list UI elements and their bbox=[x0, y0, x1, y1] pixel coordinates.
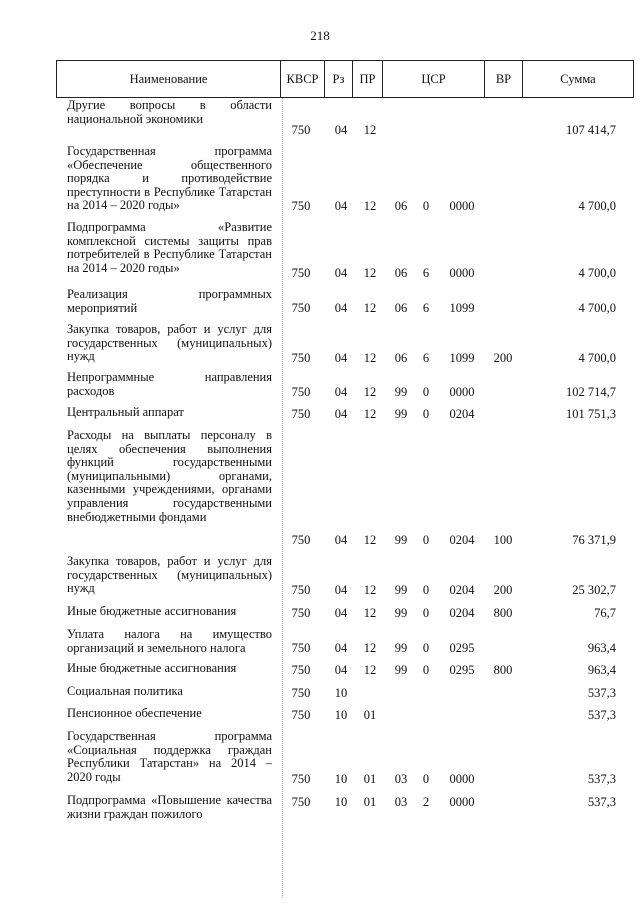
row-kvsr: 750 bbox=[291, 663, 311, 677]
table-row bbox=[0, 655, 640, 677]
row-csr-direction: 0295 bbox=[449, 663, 475, 677]
header-sum: Сумма bbox=[560, 72, 596, 86]
row-pr: 12 bbox=[363, 663, 377, 677]
table-row bbox=[0, 597, 640, 620]
table-row bbox=[0, 421, 640, 547]
row-name: Расходы на выплаты персоналу в целях обеспечения выполнения функций государственными (муниципальными) органами, казенными учреждениями, органами управления государственными внебюджетными фондами bbox=[67, 428, 272, 524]
row-sum: 107 414,7 bbox=[566, 123, 616, 137]
row-name: Иные бюджетные ассигнования bbox=[67, 661, 237, 675]
row-csr-direction: 0204 bbox=[449, 606, 475, 620]
row-pr: 12 bbox=[363, 533, 377, 547]
row-csr-subprogram: 0 bbox=[422, 533, 430, 547]
row-csr-subprogram: 0 bbox=[422, 199, 430, 213]
row-rz: 04 bbox=[334, 385, 348, 399]
header-csr: ЦСР bbox=[421, 72, 446, 86]
row-csr-subprogram: 6 bbox=[422, 266, 430, 280]
row-csr-direction: 0204 bbox=[449, 583, 475, 597]
table-row bbox=[0, 98, 640, 137]
row-csr-subprogram: 0 bbox=[422, 641, 430, 655]
row-kvsr: 750 bbox=[291, 708, 311, 722]
row-csr-direction: 0000 bbox=[449, 266, 475, 280]
row-vr: 200 bbox=[493, 351, 513, 365]
row-rz: 04 bbox=[334, 663, 348, 677]
row-csr-program: 99 bbox=[394, 641, 408, 655]
row-csr-program: 99 bbox=[394, 385, 408, 399]
row-csr-program: 99 bbox=[394, 663, 408, 677]
row-csr-program: 06 bbox=[394, 351, 408, 365]
header-pr: ПР bbox=[359, 72, 376, 86]
table-row bbox=[0, 620, 640, 655]
row-pr: 01 bbox=[363, 795, 377, 809]
row-csr-program: 06 bbox=[394, 266, 408, 280]
row-csr-program: 99 bbox=[394, 606, 408, 620]
row-vr: 800 bbox=[493, 663, 513, 677]
table-row bbox=[0, 280, 640, 315]
row-rz: 04 bbox=[334, 351, 348, 365]
row-csr-direction: 1099 bbox=[449, 351, 475, 365]
row-csr-program: 99 bbox=[394, 583, 408, 597]
row-kvsr: 750 bbox=[291, 123, 311, 137]
row-name: Пенсионное обеспечение bbox=[67, 706, 202, 720]
row-csr-subprogram: 6 bbox=[422, 351, 430, 365]
row-kvsr: 750 bbox=[291, 385, 311, 399]
row-rz: 10 bbox=[334, 686, 348, 700]
row-rz: 04 bbox=[334, 407, 348, 421]
row-name: Уплата налога на имущество организаций и земельного налога bbox=[67, 627, 272, 655]
row-csr-subprogram: 0 bbox=[422, 385, 430, 399]
row-kvsr: 750 bbox=[291, 795, 311, 809]
row-sum: 4 700,0 bbox=[578, 199, 616, 213]
row-kvsr: 750 bbox=[291, 772, 311, 786]
row-kvsr: 750 bbox=[291, 266, 311, 280]
row-sum: 25 302,7 bbox=[572, 583, 616, 597]
row-sum: 537,3 bbox=[587, 686, 616, 700]
row-kvsr: 750 bbox=[291, 199, 311, 213]
header-kvsr: КВСР bbox=[286, 72, 319, 86]
row-csr-direction: 0000 bbox=[449, 199, 475, 213]
row-csr-subprogram: 0 bbox=[422, 663, 430, 677]
row-name: Закупка товаров, работ и услуг для государственных (муниципальных) нужд bbox=[67, 554, 272, 596]
row-csr-direction: 0000 bbox=[449, 385, 475, 399]
row-csr-subprogram: 0 bbox=[422, 583, 430, 597]
row-pr: 01 bbox=[363, 708, 377, 722]
row-pr: 12 bbox=[363, 266, 377, 280]
row-rz: 10 bbox=[334, 708, 348, 722]
row-pr: 01 bbox=[363, 772, 377, 786]
row-csr-direction: 0204 bbox=[449, 533, 475, 547]
row-rz: 04 bbox=[334, 583, 348, 597]
row-sum: 4 700,0 bbox=[578, 266, 616, 280]
row-csr-program: 03 bbox=[394, 795, 408, 809]
row-csr-program: 99 bbox=[394, 407, 408, 421]
row-csr-program: 06 bbox=[394, 199, 408, 213]
row-pr: 12 bbox=[363, 385, 377, 399]
row-pr: 12 bbox=[363, 641, 377, 655]
row-vr: 200 bbox=[493, 583, 513, 597]
row-rz: 04 bbox=[334, 123, 348, 137]
table-row bbox=[0, 786, 640, 821]
row-pr: 12 bbox=[363, 606, 377, 620]
table-row bbox=[0, 399, 640, 421]
row-csr-subprogram: 0 bbox=[422, 772, 430, 786]
row-name: Иные бюджетные ассигнования bbox=[67, 604, 237, 618]
row-rz: 04 bbox=[334, 606, 348, 620]
row-vr: 100 bbox=[493, 533, 513, 547]
row-sum: 101 751,3 bbox=[566, 407, 616, 421]
row-name: Закупка товаров, работ и услуг для государственных (муниципальных) нужд bbox=[67, 322, 272, 364]
row-kvsr: 750 bbox=[291, 533, 311, 547]
row-pr: 12 bbox=[363, 351, 377, 365]
row-kvsr: 750 bbox=[291, 641, 311, 655]
row-csr-subprogram: 0 bbox=[422, 407, 430, 421]
row-name: Непрограммные направления расходов bbox=[67, 370, 272, 398]
header-vr: ВР bbox=[495, 72, 512, 86]
row-kvsr: 750 bbox=[291, 583, 311, 597]
row-name: Центральный аппарат bbox=[67, 405, 184, 419]
row-rz: 04 bbox=[334, 199, 348, 213]
table-row bbox=[0, 365, 640, 399]
row-csr-program: 06 bbox=[394, 301, 408, 315]
row-rz: 04 bbox=[334, 641, 348, 655]
row-csr-direction: 0000 bbox=[449, 795, 475, 809]
row-kvsr: 750 bbox=[291, 407, 311, 421]
row-sum: 537,3 bbox=[587, 772, 616, 786]
row-rz: 10 bbox=[334, 795, 348, 809]
row-csr-direction: 0000 bbox=[449, 772, 475, 786]
table-row bbox=[0, 213, 640, 280]
row-sum: 537,3 bbox=[587, 795, 616, 809]
row-name: Реализация программных мероприятий bbox=[67, 287, 272, 315]
row-pr: 12 bbox=[363, 301, 377, 315]
header-rz: Рз bbox=[332, 72, 345, 86]
row-name: Социальная политика bbox=[67, 684, 183, 698]
row-csr-subprogram: 2 bbox=[422, 795, 430, 809]
row-pr: 12 bbox=[363, 583, 377, 597]
row-kvsr: 750 bbox=[291, 606, 311, 620]
row-kvsr: 750 bbox=[291, 351, 311, 365]
row-kvsr: 750 bbox=[291, 686, 311, 700]
row-vr: 800 bbox=[493, 606, 513, 620]
row-kvsr: 750 bbox=[291, 301, 311, 315]
row-rz: 04 bbox=[334, 266, 348, 280]
row-csr-direction: 0295 bbox=[449, 641, 475, 655]
table-row bbox=[0, 677, 640, 700]
row-sum: 102 714,7 bbox=[566, 385, 616, 399]
row-sum: 537,3 bbox=[587, 708, 616, 722]
row-name: Государственная программа «Обеспечение общественного порядка и противодействие преступности в Республике Татарстан на 2014 – 2020 годы» bbox=[67, 144, 272, 213]
row-sum: 963,4 bbox=[587, 663, 616, 677]
row-sum: 963,4 bbox=[587, 641, 616, 655]
row-csr-direction: 1099 bbox=[449, 301, 475, 315]
row-name: Подпрограмма «Повышение качества жизни граждан пожилого bbox=[67, 793, 272, 821]
row-name: Государственная программа «Социальная поддержка граждан Республики Татарстан» на 2014 – 2020 годы bbox=[67, 729, 272, 784]
table-header bbox=[56, 60, 634, 98]
row-csr-direction: 0204 bbox=[449, 407, 475, 421]
row-csr-subprogram: 6 bbox=[422, 301, 430, 315]
row-sum: 76 371,9 bbox=[572, 533, 616, 547]
table-row bbox=[0, 315, 640, 365]
row-csr-subprogram: 0 bbox=[422, 606, 430, 620]
row-sum: 4 700,0 bbox=[578, 301, 616, 315]
row-csr-program: 99 bbox=[394, 533, 408, 547]
row-rz: 04 bbox=[334, 301, 348, 315]
row-sum: 4 700,0 bbox=[578, 351, 616, 365]
row-name: Другие вопросы в области национальной экономики bbox=[67, 98, 272, 126]
row-sum: 76,7 bbox=[594, 606, 616, 620]
row-name: Подпрограмма «Развитие комплексной системы защиты прав потребителей в Республике Татарстан на 2014 – 2020 годы» bbox=[67, 220, 272, 275]
row-pr: 12 bbox=[363, 123, 377, 137]
row-pr: 12 bbox=[363, 199, 377, 213]
row-rz: 10 bbox=[334, 772, 348, 786]
table-row bbox=[0, 137, 640, 213]
header-name: Наименование bbox=[129, 72, 208, 86]
page-number: 218 bbox=[310, 28, 330, 43]
table-body bbox=[0, 98, 640, 821]
table-row bbox=[0, 700, 640, 722]
row-csr-program: 03 bbox=[394, 772, 408, 786]
row-rz: 04 bbox=[334, 533, 348, 547]
table-row bbox=[0, 547, 640, 597]
table-row bbox=[0, 722, 640, 786]
row-pr: 12 bbox=[363, 407, 377, 421]
